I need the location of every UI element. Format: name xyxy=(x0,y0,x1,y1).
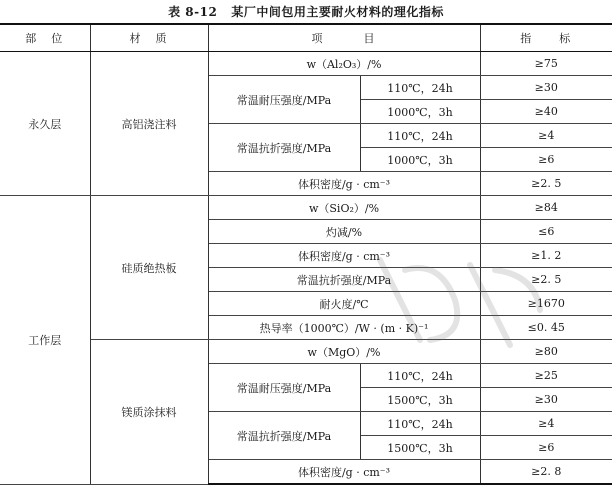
table-caption xyxy=(0,2,612,24)
value-cell: ≥1670 xyxy=(480,292,612,316)
table-row xyxy=(0,340,612,364)
part-cell: 永久层 xyxy=(0,52,90,196)
item-cell: 常温耐压强度/MPa xyxy=(208,364,360,412)
condition-cell: 1000℃，3h xyxy=(360,148,480,172)
item-cell: 体积密度/g · cm⁻³ xyxy=(208,244,480,268)
table-title: 某厂中间包用主要耐火材料的理化指标 xyxy=(231,5,444,19)
item-cell: 常温抗折强度/MPa xyxy=(208,268,480,292)
value-cell: ≥84 xyxy=(480,196,612,220)
value-cell: ≥75 xyxy=(480,52,612,76)
value-cell: ≥6 xyxy=(480,436,612,460)
value-cell: ≥2. 5 xyxy=(480,268,612,292)
item-cell: w（MgO）/% xyxy=(208,340,480,364)
item-cell: 体积密度/g · cm⁻³ xyxy=(208,460,480,485)
value-cell: ≥2. 8 xyxy=(480,460,612,485)
condition-cell: 110℃，24h xyxy=(360,364,480,388)
item-cell: 常温抗折强度/MPa xyxy=(208,412,360,460)
item-cell: 耐火度/℃ xyxy=(208,292,480,316)
value-cell: ≥4 xyxy=(480,412,612,436)
item-cell: 灼减/% xyxy=(208,220,480,244)
material-cell: 硅质绝热板 xyxy=(90,196,208,340)
table-row xyxy=(0,52,612,76)
value-cell: ≤0. 45 xyxy=(480,316,612,340)
condition-cell: 110℃，24h xyxy=(360,412,480,436)
header-item: 项 目 xyxy=(208,24,480,52)
value-cell: ≥6 xyxy=(480,148,612,172)
header-material: 材 质 xyxy=(90,24,208,52)
value-cell: ≥1. 2 xyxy=(480,244,612,268)
value-cell: ≥40 xyxy=(480,100,612,124)
item-cell: 常温耐压强度/MPa xyxy=(208,76,360,124)
table-number: 表 8-12 xyxy=(168,5,218,19)
value-cell: ≥30 xyxy=(480,388,612,412)
value-cell: ≥4 xyxy=(480,124,612,148)
material-cell: 高铝浇注料 xyxy=(90,52,208,196)
item-cell: w（Al₂O₃）/% xyxy=(208,52,480,76)
item-cell: 常温抗折强度/MPa xyxy=(208,124,360,172)
table-row xyxy=(0,196,612,220)
item-cell: 热导率（1000℃）/W · (m · K)⁻¹ xyxy=(208,316,480,340)
part-cell: 工作层 xyxy=(0,196,90,485)
value-cell: ≥80 xyxy=(480,340,612,364)
header-part: 部 位 xyxy=(0,24,90,52)
header-index: 指 标 xyxy=(480,24,612,52)
spec-table xyxy=(0,23,612,485)
value-cell: ≥30 xyxy=(480,76,612,100)
condition-cell: 110℃，24h xyxy=(360,124,480,148)
condition-cell: 1000℃，3h xyxy=(360,100,480,124)
item-cell: 体积密度/g · cm⁻³ xyxy=(208,172,480,196)
condition-cell: 1500℃，3h xyxy=(360,388,480,412)
value-cell: ≥25 xyxy=(480,364,612,388)
condition-cell: 110℃，24h xyxy=(360,76,480,100)
item-cell: w（SiO₂）/% xyxy=(208,196,480,220)
condition-cell: 1500℃，3h xyxy=(360,436,480,460)
value-cell: ≤6 xyxy=(480,220,612,244)
material-cell: 镁质涂抹料 xyxy=(90,340,208,485)
header-row xyxy=(0,24,612,52)
value-cell: ≥2. 5 xyxy=(480,172,612,196)
